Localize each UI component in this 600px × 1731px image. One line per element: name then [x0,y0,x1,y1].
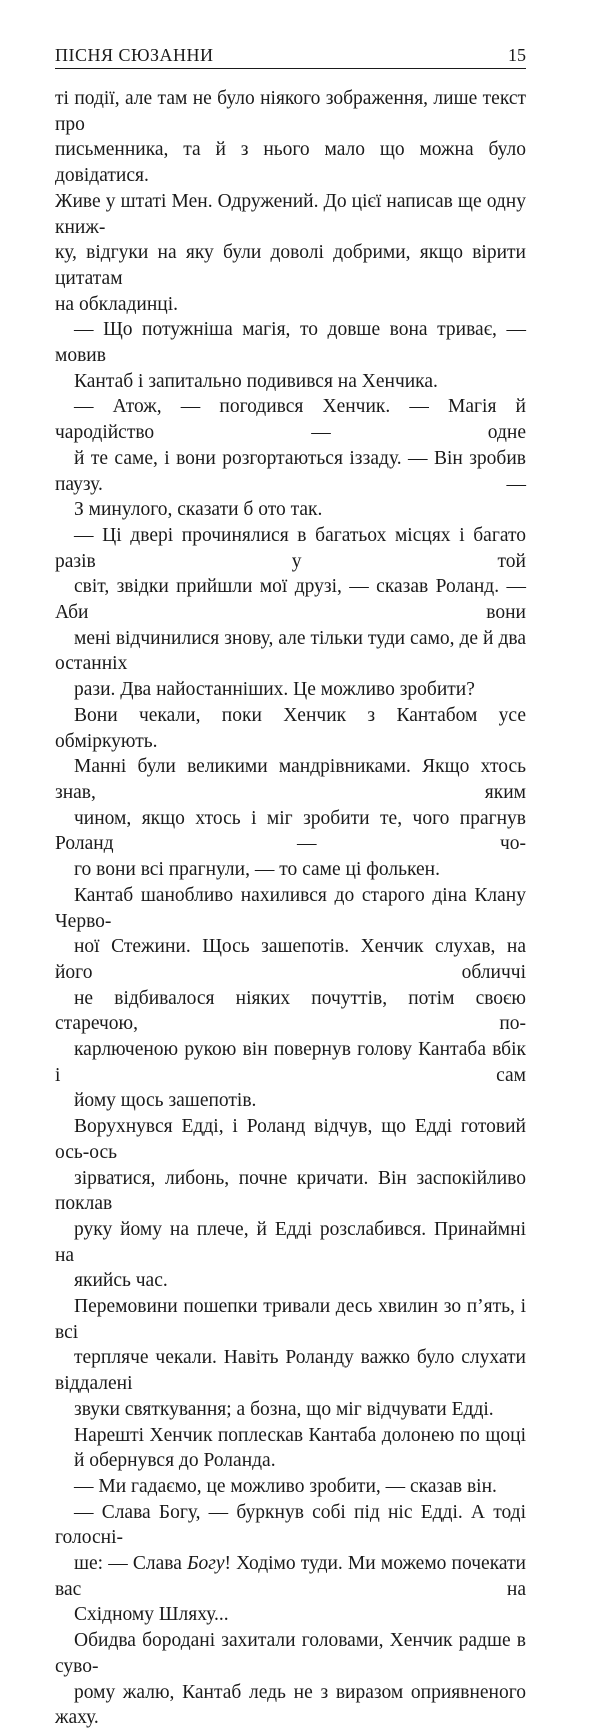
text-line: терпляче чекали. Навіть Роланду важко було слухати віддалені [55,1347,526,1395]
paragraph [55,86,526,317]
text-line: йому щось зашепотів. [74,1090,257,1112]
text-line: Перемовини пошепки тривали десь хвилин зо п’ять, і всі [55,1296,526,1343]
text-line: карлюченою рукою він повернув голову Кантаба вбік і сам [55,1039,526,1086]
text-line: зірватися, либонь, почне кричати. Він заспокійливо поклав [55,1167,526,1215]
text-line: ної Стежини. Щось зашепотів. Хенчик слухав, на його обличчі [55,936,526,983]
text-line: чином, якщо хтось і міг зробити те, чого прагнув Роланд — чо- [55,807,526,855]
paragraph [55,1423,526,1474]
text-line: рази. Два найостанніших. Це можливо зробити? [74,679,475,701]
book-title: ПІСНЯ СЮЗАННИ [55,45,214,65]
paragraph [55,1628,526,1731]
text-line: — Ми гадаємо, це можливо зробити, — сказав він. [74,1475,497,1497]
text-line: ті події, але там не було ніякого зображення, лише текст про [55,88,526,135]
text-line: руку йому на плече, й Едді розслабився. Принаймні на [55,1218,526,1266]
text-line: — Ці двері прочинялися в багатьох місцях і багато разів у той [55,524,526,572]
text-line: Ворухнувся Едді, і Роланд відчув, що Едді готовий ось-ось [55,1116,526,1163]
text-line: й те саме, і вони розгортаються іззаду. — Він зробив паузу. — [55,447,526,495]
page-number: 15 [508,45,526,65]
paragraph [55,523,526,703]
text-line: не відбивалося ніяких почуттів, потім своєю старечою, по- [55,987,526,1035]
text-line: З минулого, сказати б ото так. [74,499,323,521]
paragraph [55,394,526,523]
paragraph [55,317,526,394]
text-line: Живе у штаті Мен. Одружений. До цієї написав ще одну книж- [55,190,526,238]
text-line: Кантаб і запитально подивився на Хенчика. [74,370,438,392]
text-line: ше: — Слава Богу! Ходімо туди. Ми можемо почекати вас на [55,1553,526,1600]
text-line: Вони чекали, поки Хенчик з Кантабом усе обміркують. [55,704,526,752]
header-rule [55,68,526,69]
text-line: Кантаб шанобливо нахилився до старого діна Клану Черво- [55,884,526,932]
text-line: ку, відгуки на яку були доволі добрими, якщо вірити цитатам [55,242,526,289]
text-line: мені відчинилися знову, але тільки туди само, де й два останніх [55,627,526,675]
paragraph [55,883,526,1114]
paragraph [55,1294,526,1423]
text-line: Східному Шляху... [74,1604,229,1626]
text-line: — Слава Богу, — буркнув собі під ніс Едді. А тоді голосні- [55,1501,526,1549]
text-line: письменника, та й з нього мало що можна було довідатися. [55,139,526,187]
paragraph [55,1474,526,1500]
text-line: Обидва бородані захитали головами, Хенчик радше в суво- [55,1630,526,1677]
body-text [55,86,526,1731]
text-line: світ, звідки прийшли мої друзі, — сказав Роланд. — Аби вони [55,576,526,624]
text-line: на обкладинці. [55,293,179,315]
text-line: якийсь час. [74,1270,168,1292]
text-line: Манні були великими мандрівниками. Якщо хтось знав, яким [55,756,526,803]
text-line: звуки святкування; а бозна, що міг відчувати Едді. [74,1398,494,1420]
paragraph [55,1500,526,1629]
paragraph [55,1114,526,1294]
text-line: Нарешті Хенчик поплескав Кантаба долонею по щоці [74,1424,526,1446]
paragraph [55,703,526,883]
text-line: го вони всі прагнули, — то саме ці фолькен. [74,859,440,881]
text-line: — Атож, — погодився Хенчик. — Магія й чародійство — одне [55,396,526,444]
text-line: рому жалю, Кантаб ледь не з виразом оприявненого жаху. [55,1681,526,1729]
text-line: — Що потужніша магія, то довше вона триває, — мовив [55,319,526,367]
text-line: й обернувся до Роланда. [74,1450,276,1472]
running-head [55,44,526,66]
